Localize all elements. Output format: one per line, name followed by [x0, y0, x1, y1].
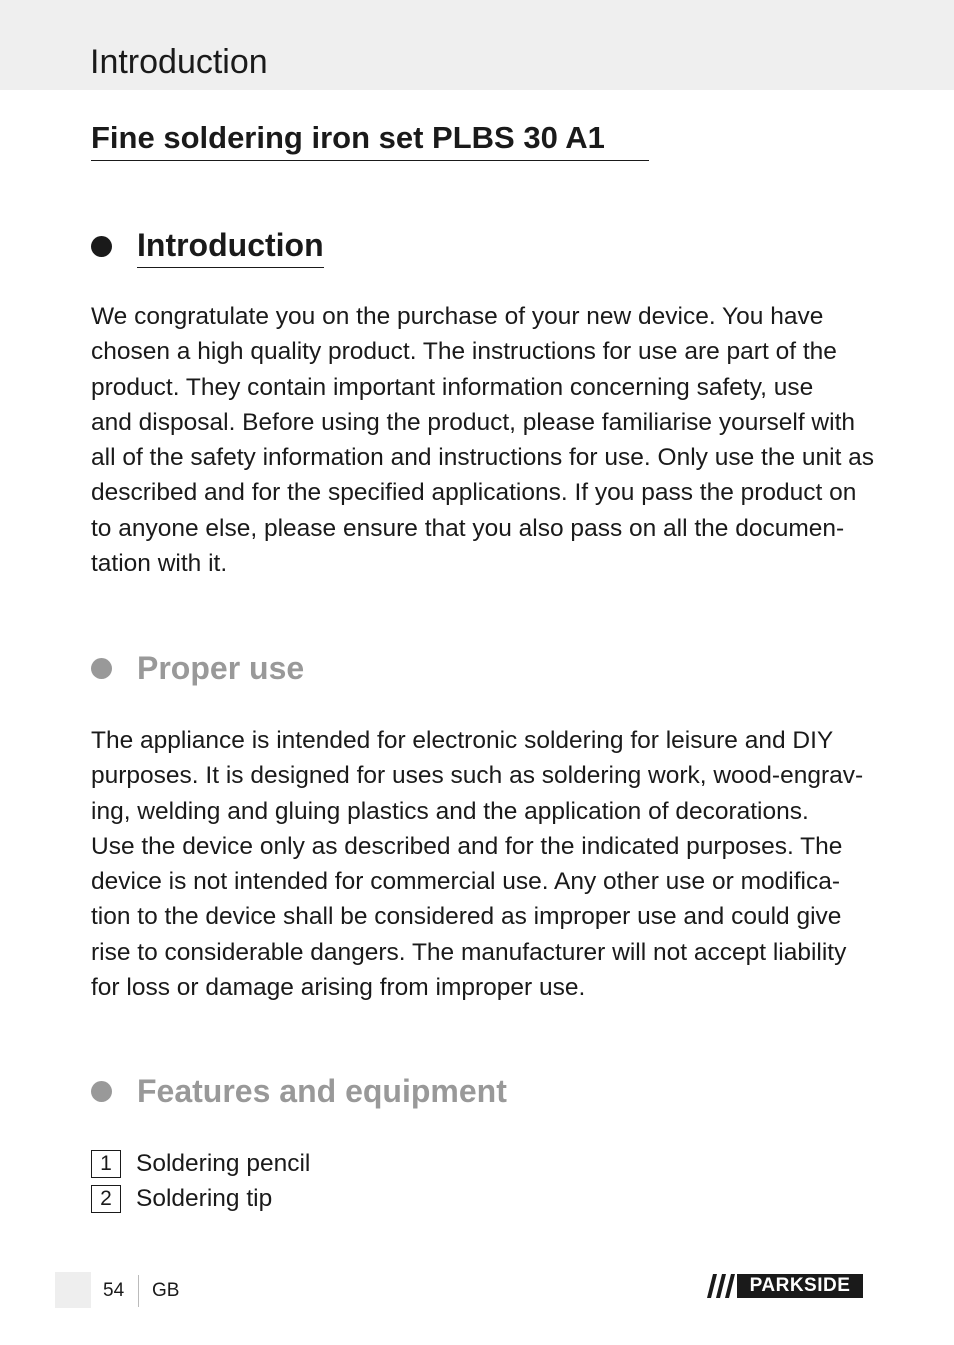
bullet-icon [91, 658, 112, 679]
text-line: all of the safety information and instructions for use. Only use the unit as [91, 444, 875, 472]
page-number: 54 [103, 1280, 125, 1301]
text-line: The appliance is intended for electronic soldering for leisure and DIY [91, 727, 834, 754]
brand-name: PARKSIDE [737, 1274, 863, 1298]
text-line: product. They contain important information concerning safety, use [91, 373, 814, 401]
section-heading-proper-use [91, 648, 304, 688]
text-line: Use the device only as described and for the indicated purposes. The [91, 832, 843, 860]
text-line: tation with it. [91, 550, 228, 578]
bullet-icon [91, 1081, 112, 1102]
item-number-box: 1 [91, 1150, 121, 1178]
section-heading-text: Proper use [137, 650, 305, 686]
section-heading-introduction [91, 225, 324, 268]
text-line: rise to considerable dangers. The manufacturer will not accept liability [91, 938, 847, 966]
introduction-paragraph [91, 299, 875, 581]
list-item [91, 1181, 310, 1216]
features-list [91, 1146, 310, 1216]
text-line: and disposal. Before using the product, please familiarise yourself with [91, 408, 855, 436]
section-heading-text: Introduction [137, 225, 324, 268]
page-language: GB [152, 1280, 180, 1301]
parkside-logo [705, 1274, 863, 1298]
text-line: chosen a high quality product. The instructions for use are part of the [91, 338, 837, 366]
proper-use-paragraph [91, 723, 871, 1005]
footer-divider [138, 1275, 139, 1307]
text-line: device is not intended for commercial use. Any other use or modifica- [91, 868, 840, 896]
text-line: described and for the specified applications. If you pass the product on [91, 479, 857, 507]
page-header-title: Introduction [90, 43, 268, 81]
text-line: ing, welding and gluing plastics and the application of decorations. [91, 797, 809, 825]
text-line: purposes. It is designed for uses such as soldering work, wood-engrav- [91, 762, 864, 790]
text-line: We congratulate you on the purchase of your new device. You have [91, 303, 824, 330]
parkside-slashes-icon [705, 1274, 737, 1298]
text-line: to anyone else, please ensure that you also pass on all the documen- [91, 514, 845, 542]
section-heading-text: Features and equipment [137, 1073, 507, 1109]
footer-box [55, 1272, 91, 1308]
item-number-box: 2 [91, 1185, 121, 1213]
item-label: Soldering tip [136, 1184, 273, 1212]
text-line: for loss or damage arising from improper use. [91, 974, 586, 1002]
item-label: Soldering pencil [136, 1149, 311, 1177]
document-title: Fine soldering iron set PLBS 30 A1 [91, 118, 649, 161]
list-item [91, 1146, 310, 1181]
bullet-icon [91, 236, 112, 257]
section-heading-features [91, 1071, 507, 1111]
text-line: tion to the device shall be considered as improper use and could give [91, 903, 842, 931]
